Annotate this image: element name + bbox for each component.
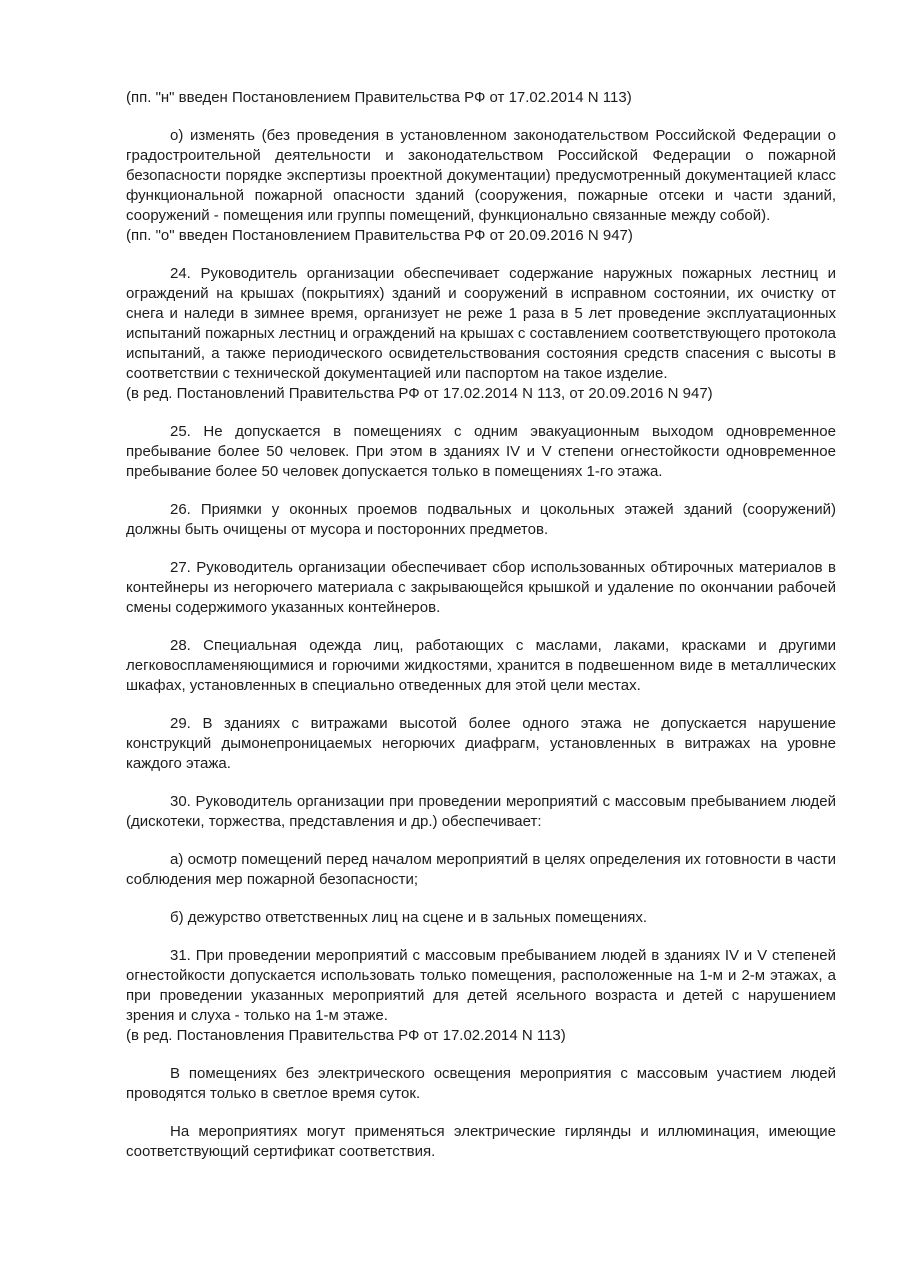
amendment-note: (в ред. Постановлений Правительства РФ от 17.02.2014 N 113, от 20.09.2016 N 947): [126, 385, 713, 402]
document-paragraph: 31. При проведении мероприятий с массовым пребыванием людей в зданиях IV и V степеней огнестойкости допускается использовать только помещения, расположенные на 1-м и 2-м этажах, а при проведении указанных мероприятий для детей ясельного возраста и детей с нарушением зрения и слуха - только на 1-м этаже.: [126, 947, 836, 1024]
document-paragraph: В помещениях без электрического освещения мероприятия с массовым участием людей проводятся только в светлое время суток.: [126, 1065, 836, 1102]
document-paragraph: На мероприятиях могут применяться электрические гирлянды и иллюминация, имеющие соответствующий сертификат соответствия.: [126, 1123, 836, 1160]
document-paragraph: 25. Не допускается в помещениях с одним эвакуационным выходом одновременное пребывание более 50 человек. При этом в зданиях IV и V степени огнестойкости одновременное пребывание более 50 человек допускается только в помещениях 1-го этажа.: [126, 423, 836, 480]
document-paragraph: 26. Приямки у оконных проемов подвальных и цокольных этажей зданий (сооружений) должны быть очищены от мусора и посторонних предметов.: [126, 501, 836, 538]
document-paragraph: 28. Специальная одежда лиц, работающих с маслами, лаками, красками и другими легковоспламеняющимися и горючими жидкостями, хранится в подвешенном виде в металлических шкафах, установленных в специально отведенных для этой цели местах.: [126, 637, 836, 694]
document-body: [126, 88, 836, 1162]
document-paragraph: а) осмотр помещений перед началом мероприятий в целях определения их готовности в части соблюдения мер пожарной безопасности;: [126, 851, 836, 888]
document-paragraph: о) изменять (без проведения в установленном законодательством Российской Федерации о градостроительной деятельности и законодательством Российской Федерации о пожарной безопасности порядке экспертизы проектной документации) предусмотренный документацией класс функциональной пожарной опасности зданий (сооружения, пожарные отсеки и части зданий, сооружений - помещения или группы помещений, функционально связанные между собой).: [126, 127, 836, 224]
document-paragraph: 24. Руководитель организации обеспечивает содержание наружных пожарных лестниц и ограждений на крышах (покрытиях) зданий и сооружений в исправном состоянии, их очистку от снега и наледи в зимнее время, организует не реже 1 раза в 5 лет проведение эксплуатационных испытаний пожарных лестниц и ограждений на крышах с составлением соответствующего протокола испытаний, а также периодического освидетельствования состояния средств спасения с высоты в соответствии с технической документацией или паспортом на такое изделие.: [126, 265, 836, 382]
document-paragraph: 27. Руководитель организации обеспечивает сбор использованных обтирочных материалов в контейнеры из негорючего материала с закрывающейся крышкой и удаление по окончании рабочей смены содержимого указанных контейнеров.: [126, 559, 836, 616]
document-paragraph: 29. В зданиях с витражами высотой более одного этажа не допускается нарушение конструкций дымонепроницаемых негорючих диафрагм, установленных в витражах на уровне каждого этажа.: [126, 715, 836, 772]
amendment-note: (пп. "о" введен Постановлением Правительства РФ от 20.09.2016 N 947): [126, 227, 633, 244]
document-paragraph: 30. Руководитель организации при проведении мероприятий с массовым пребыванием людей (дискотеки, торжества, представления и др.) обеспечивает:: [126, 793, 836, 830]
document-paragraph: б) дежурство ответственных лиц на сцене и в зальных помещениях.: [170, 909, 648, 926]
amendment-note: (пп. "н" введен Постановлением Правительства РФ от 17.02.2014 N 113): [126, 89, 632, 106]
amendment-note: (в ред. Постановления Правительства РФ от 17.02.2014 N 113): [126, 1027, 566, 1044]
